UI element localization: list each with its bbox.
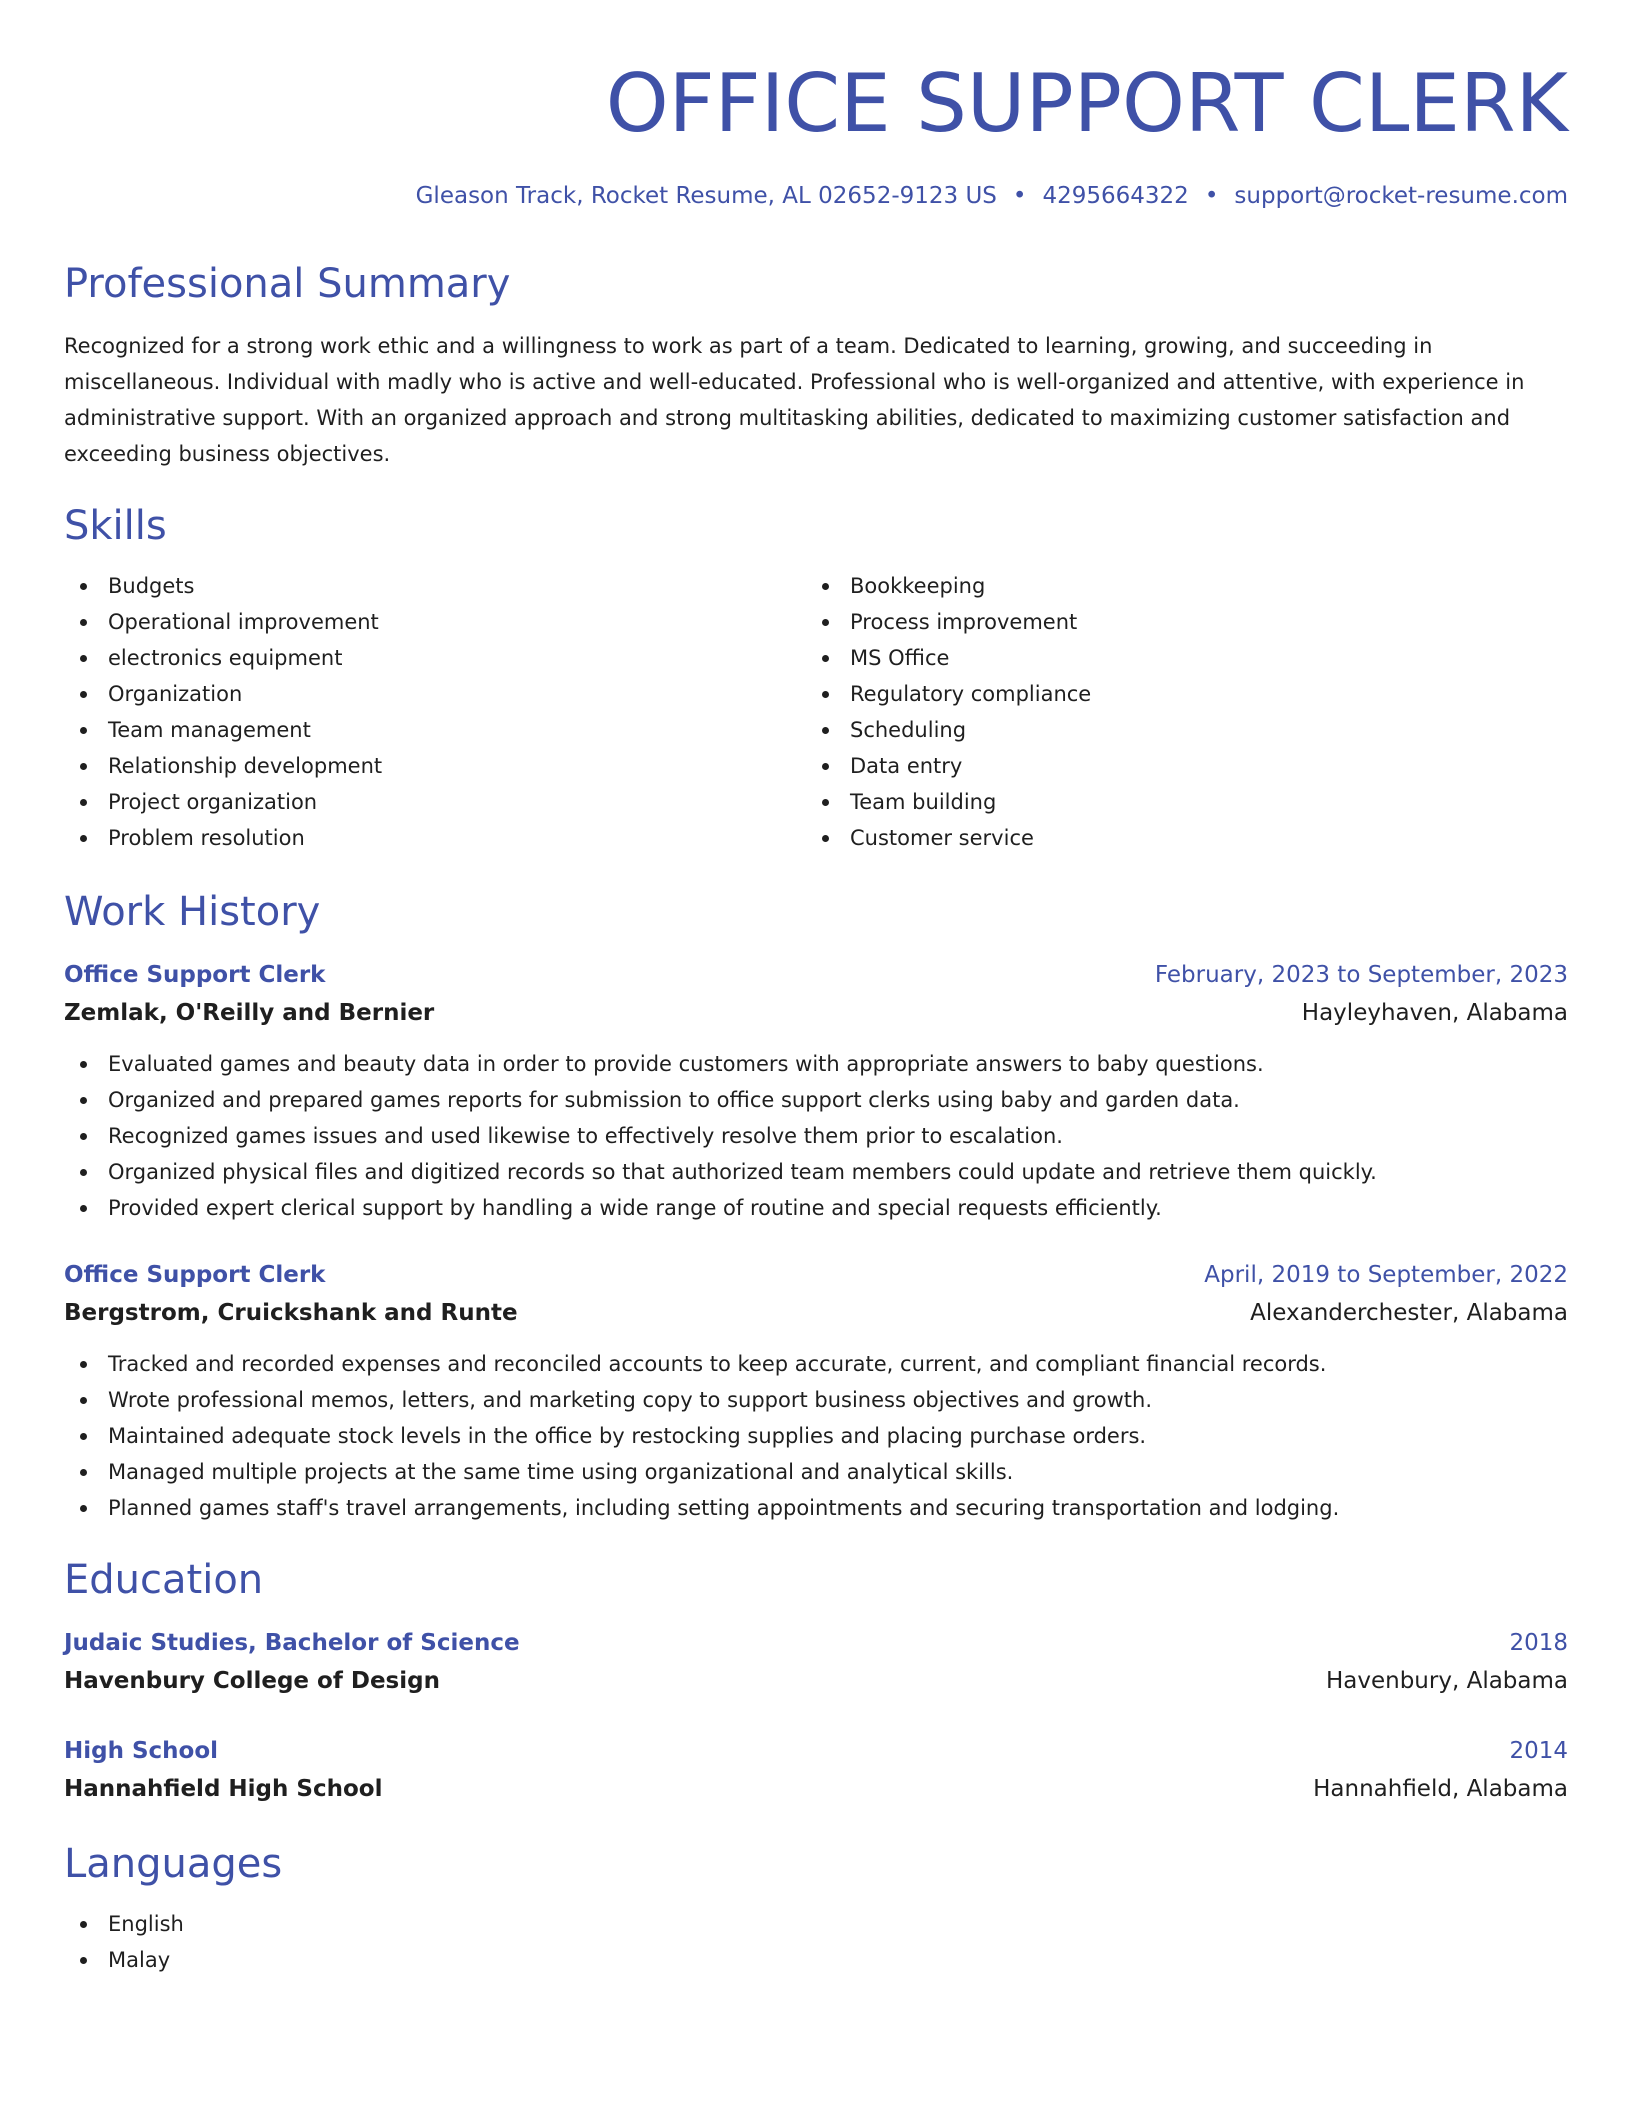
- resume-name: OFFICE SUPPORT CLERK: [605, 57, 1568, 150]
- job-dates: April, 2019 to September, 2022: [1204, 1262, 1568, 1288]
- contact-email: support@rocket-resume.com: [1234, 183, 1568, 209]
- job-location: Hayleyhaven, Alabama: [1301, 1000, 1568, 1026]
- degree-name: High School: [64, 1738, 219, 1764]
- job-duties: [64, 1046, 1568, 1226]
- skill-item: Relationship development: [64, 748, 806, 784]
- work-entry: [64, 1256, 1568, 1526]
- contact-address: Gleason Track, Rocket Resume, AL 02652-9123 US: [415, 183, 997, 209]
- languages-heading: Languages: [64, 1841, 283, 1887]
- company-name: Bergstrom, Cruickshank and Runte: [64, 1300, 518, 1326]
- duty-item: Recognized games issues and used likewise to effectively resolve them prior to escalation.: [64, 1118, 1568, 1154]
- education-heading: Education: [64, 1557, 264, 1603]
- school-name: Havenbury College of Design: [64, 1668, 440, 1694]
- skill-item: Team building: [806, 784, 1548, 820]
- school-name: Hannahfield High School: [64, 1776, 383, 1802]
- company-name: Zemlak, O'Reilly and Bernier: [64, 1000, 435, 1026]
- skill-item: Scheduling: [806, 712, 1548, 748]
- languages-list: [64, 1906, 1568, 1978]
- resume-page: [64, 56, 1568, 1978]
- duty-item: Maintained adequate stock levels in the office by restocking supplies and placing purchase orders.: [64, 1418, 1568, 1454]
- skill-item: Bookkeeping: [806, 568, 1548, 604]
- duty-item: Organized and prepared games reports for submission to office support clerks using baby and garden data.: [64, 1082, 1568, 1118]
- duty-item: Provided expert clerical support by handling a wide range of routine and special requests efficiently.: [64, 1190, 1568, 1226]
- skill-item: Organization: [64, 676, 806, 712]
- contact-phone: 4295664322: [1042, 183, 1189, 209]
- education-entry: [64, 1732, 1568, 1808]
- school-location: Havenbury, Alabama: [1325, 1668, 1568, 1694]
- contact-separator: •: [1012, 183, 1027, 209]
- job-duties: [64, 1346, 1568, 1526]
- skills-grid: [64, 568, 1568, 856]
- skills-list-left: [64, 568, 806, 856]
- job-title: Office Support Clerk: [64, 962, 326, 988]
- language-item: Malay: [64, 1942, 1568, 1978]
- duty-item: Organized physical files and digitized records so that authorized team members could update and retrieve them quickly.: [64, 1154, 1568, 1190]
- duty-item: Managed multiple projects at the same time using organizational and analytical skills.: [64, 1454, 1568, 1490]
- skill-item: Operational improvement: [64, 604, 806, 640]
- skill-item: Customer service: [806, 820, 1548, 856]
- education-entry: [64, 1624, 1568, 1700]
- duty-item: Evaluated games and beauty data in order to provide customers with appropriate answers to baby questions.: [64, 1046, 1568, 1082]
- duty-item: Wrote professional memos, letters, and marketing copy to support business objectives and growth.: [64, 1382, 1568, 1418]
- work-entry: [64, 956, 1568, 1226]
- language-item: English: [64, 1906, 1568, 1942]
- skill-item: Data entry: [806, 748, 1548, 784]
- skill-item: electronics equipment: [64, 640, 806, 676]
- skill-item: Regulatory compliance: [806, 676, 1548, 712]
- job-location: Alexanderchester, Alabama: [1250, 1300, 1568, 1326]
- duty-item: Tracked and recorded expenses and reconciled accounts to keep accurate, current, and compliant financial records.: [64, 1346, 1568, 1382]
- skill-item: MS Office: [806, 640, 1548, 676]
- contact-line: [64, 182, 1568, 210]
- skills-list-right: [806, 568, 1548, 856]
- skill-item: Problem resolution: [64, 820, 806, 856]
- skills-heading: Skills: [64, 503, 167, 549]
- duty-item: Planned games staff's travel arrangements, including setting appointments and securing transportation and lodging.: [64, 1490, 1568, 1526]
- skill-item: Budgets: [64, 568, 806, 604]
- skill-item: Project organization: [64, 784, 806, 820]
- contact-separator: •: [1204, 183, 1219, 209]
- work-history-heading: Work History: [64, 889, 321, 935]
- school-location: Hannahfield, Alabama: [1313, 1776, 1568, 1802]
- skill-item: Process improvement: [806, 604, 1548, 640]
- graduation-year: 2014: [1509, 1738, 1568, 1764]
- summary-heading: Professional Summary: [64, 261, 511, 307]
- skill-item: Team management: [64, 712, 806, 748]
- degree-name: Judaic Studies, Bachelor of Science: [64, 1630, 520, 1656]
- job-dates: February, 2023 to September, 2023: [1154, 962, 1568, 988]
- summary-text: Recognized for a strong work ethic and a willingness to work as part of a team. Dedicated to learning, growing, and succeeding in miscellaneous. Individual with madly who is active and well-educated. Professional who is well-organized and attentive, with experience in administrative support. With an organized approach and strong multitasking abilities, dedicated to maximizing customer satisfaction and exceeding business objectives.: [64, 334, 1525, 466]
- graduation-year: 2018: [1509, 1630, 1568, 1656]
- job-title: Office Support Clerk: [64, 1262, 326, 1288]
